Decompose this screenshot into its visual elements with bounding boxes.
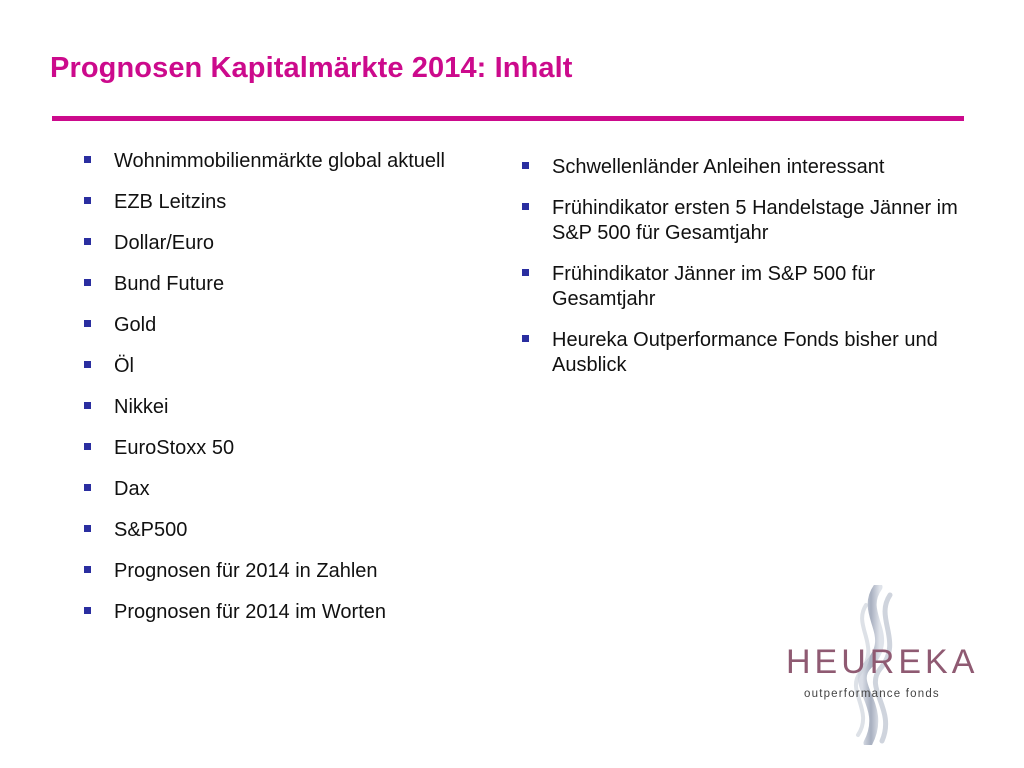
slide-title: Prognosen Kapitalmärkte 2014: Inhalt <box>50 52 573 84</box>
list-item-text: Frühindikator Jänner im S&P 500 für Gesamtjahr <box>552 263 876 310</box>
square-bullet-icon <box>522 203 529 210</box>
square-bullet-icon <box>84 361 91 368</box>
list-item-text: Nikkei <box>114 396 169 418</box>
square-bullet-icon <box>84 484 91 491</box>
list-item <box>84 395 504 420</box>
logo-tagline: outperformance fonds <box>804 688 940 700</box>
square-bullet-icon <box>84 443 91 450</box>
list-item-text: Heureka Outperformance Fonds bisher und Ausblick <box>552 329 938 376</box>
square-bullet-icon <box>84 238 91 245</box>
square-bullet-icon <box>84 279 91 286</box>
list-item <box>522 196 962 246</box>
list-item-text: Schwellenländer Anleihen interessant <box>552 156 885 178</box>
list-item-text: Gold <box>114 314 157 336</box>
list-item <box>84 518 504 543</box>
list-item <box>522 155 962 180</box>
list-item <box>522 328 962 378</box>
square-bullet-icon <box>522 162 529 169</box>
list-item <box>84 354 504 379</box>
list-item-text: Dollar/Euro <box>114 232 215 254</box>
list-item-text: EuroStoxx 50 <box>114 437 235 459</box>
square-bullet-icon <box>84 566 91 573</box>
list-item-text: Dax <box>114 478 150 500</box>
square-bullet-icon <box>84 402 91 409</box>
square-bullet-icon <box>84 197 91 204</box>
title-divider <box>52 116 964 121</box>
list-item <box>84 149 504 174</box>
square-bullet-icon <box>84 320 91 327</box>
square-bullet-icon <box>522 335 529 342</box>
list-item-text: S&P500 <box>114 519 188 541</box>
left-topic-list <box>84 149 504 641</box>
list-item <box>84 477 504 502</box>
list-item <box>84 231 504 256</box>
list-item <box>84 559 504 584</box>
square-bullet-icon <box>84 156 91 163</box>
list-item-text: Prognosen für 2014 in Zahlen <box>114 560 378 582</box>
right-topic-list <box>522 155 962 394</box>
list-item <box>84 436 504 461</box>
list-item-text: Bund Future <box>114 273 225 295</box>
list-item-text: Wohnimmobilienmärkte global aktuell <box>114 150 445 172</box>
logo-wordmark: HEUREKA <box>786 643 979 681</box>
heureka-logo <box>780 585 995 745</box>
list-item-text: Frühindikator ersten 5 Handelstage Jänner im S&P 500 für Gesamtjahr <box>552 197 958 244</box>
list-item-text: Öl <box>114 355 134 377</box>
square-bullet-icon <box>84 607 91 614</box>
list-item <box>522 262 962 312</box>
list-item-text: Prognosen für 2014 im Worten <box>114 601 387 623</box>
list-item <box>84 272 504 297</box>
square-bullet-icon <box>522 269 529 276</box>
square-bullet-icon <box>84 525 91 532</box>
list-item <box>84 600 504 625</box>
list-item <box>84 313 504 338</box>
list-item <box>84 190 504 215</box>
list-item-text: EZB Leitzins <box>114 191 227 213</box>
